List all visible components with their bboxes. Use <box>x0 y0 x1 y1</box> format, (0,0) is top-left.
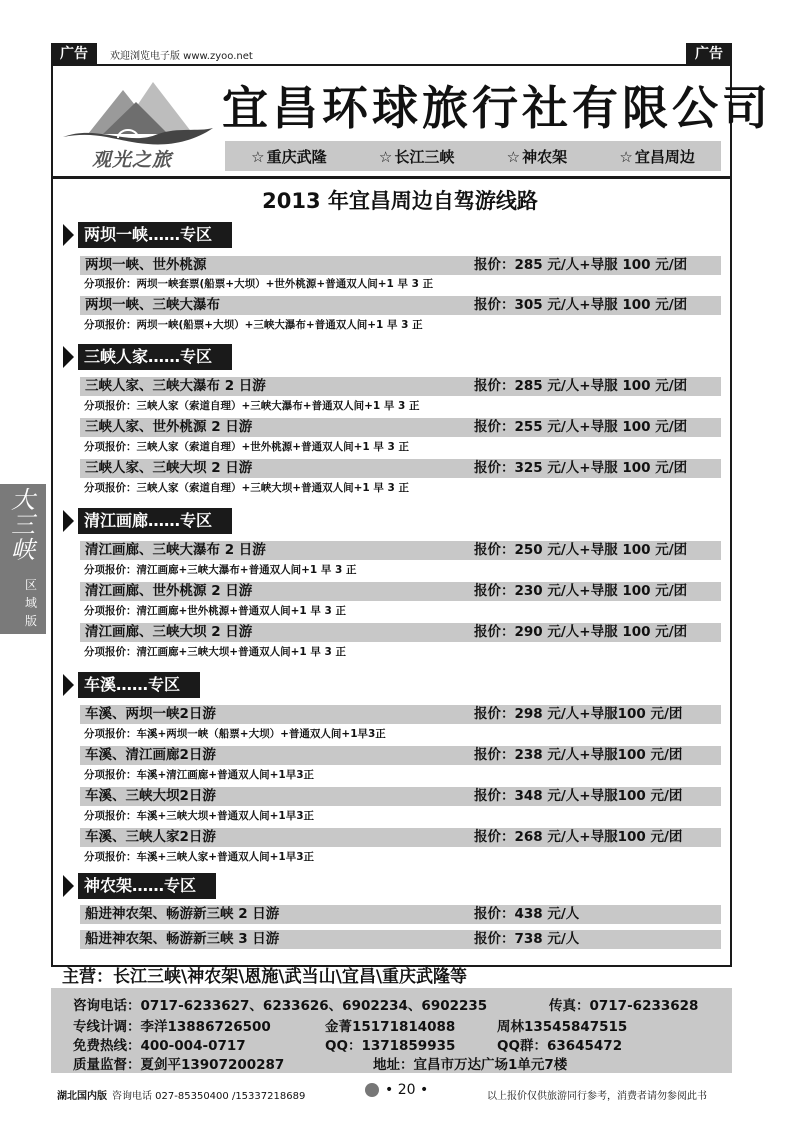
route-row: 清江画廊、三峡大坝 2 日游 报价：290 元/人+导服 100 元/团 <box>80 623 721 642</box>
ad-tag-left: 广告 <box>51 43 97 65</box>
route-detail: 分项报价：三峡人家（索道自理）+世外桃源+普通双人间+1 早 3 正 <box>84 441 409 453</box>
route-row: 船进神农架、畅游新三峡 2 日游 报价：438 元/人 <box>80 905 721 924</box>
zone-header: 三峡人家……专区 <box>63 344 232 370</box>
arrow-icon <box>63 674 74 696</box>
arrow-icon <box>63 875 74 897</box>
nav-item-shennongjia: ☆ 神农架 <box>506 147 568 166</box>
route-detail: 分项报价：两坝一峡(船票+大坝）+三峡大瀑布+普通双人间+1 早 3 正 <box>84 319 423 331</box>
nav-item-three-gorges: ☆ 长江三峡 <box>378 147 455 166</box>
page-title: 2013 年宜昌周边自驾游线路 <box>262 189 538 213</box>
route-detail: 分项报价：车溪+三峡人家+普通双人间+1早3正 <box>84 851 315 863</box>
star-icon: ☆ <box>251 147 265 166</box>
route-row: 两坝一峡、世外桃源 报价：285 元/人+导服 100 元/团 <box>80 256 721 275</box>
qq-group: QQ群：63645472 <box>497 1038 623 1054</box>
route-detail: 分项报价：两坝一峡套票(船票+大坝）+世外桃源+普通双人间+1 早 3 正 <box>84 278 434 290</box>
route-detail: 分项报价：三峡人家（索道自理）+三峡大瀑布+普通双人间+1 早 3 正 <box>84 400 420 412</box>
route-row: 清江画廊、三峡大瀑布 2 日游 报价：250 元/人+导服 100 元/团 <box>80 541 721 560</box>
arrow-icon <box>63 346 74 368</box>
star-icon: ☆ <box>378 147 393 166</box>
qq: QQ：1371859935 <box>325 1038 456 1054</box>
route-row: 车溪、两坝一峡2日游 报价：298 元/人+导服100 元/团 <box>80 705 721 724</box>
footer-disclaimer: 以上报价仅供旅游同行参考，消费者请勿参阅此书 <box>487 1091 707 1102</box>
route-detail: 分项报价：清江画廊+世外桃源+普通双人间+1 早 3 正 <box>84 605 346 617</box>
company-name: 宜昌环球旅行社有限公司 <box>222 81 772 135</box>
arrow-icon <box>63 224 74 246</box>
browse-text[interactable]: 欢迎浏览电子版 www.zyoo.net <box>110 51 253 62</box>
page-number: • 20 • <box>365 1082 428 1098</box>
edition-label: 湖北国内版 <box>57 1091 107 1102</box>
route-row: 三峡人家、三峡大瀑布 2 日游 报价：285 元/人+导服 100 元/团 <box>80 377 721 396</box>
divider <box>53 176 730 179</box>
consult-phone: 咨询电话：0717-6233627、6233626、6902234、6902235 <box>73 998 488 1014</box>
hotline: 免费热线：400-004-0717 <box>73 1038 246 1054</box>
route-row: 车溪、三峡人家2日游 报价：268 元/人+导服100 元/团 <box>80 828 721 847</box>
zone-header: 神农架……专区 <box>63 873 216 899</box>
address: 地址：宜昌市万达广场1单元7楼 <box>373 1057 568 1073</box>
line-planner: 专线计调：李洋13886726500 <box>73 1019 271 1035</box>
route-detail: 分项报价：清江画廊+三峡大瀑布+普通双人间+1 早 3 正 <box>84 564 357 576</box>
route-row: 车溪、清江画廊2日游 报价：238 元/人+导服100 元/团 <box>80 746 721 765</box>
main-business: 主营：长江三峡\神农架\恩施\武当山\宜昌\重庆武隆等 <box>62 967 468 987</box>
region-subtitle: 区域版 <box>25 578 38 628</box>
zone-header: 清江画廊……专区 <box>63 508 232 534</box>
footer-phone: 咨询电话 027-85350400 /15337218689 <box>112 1091 306 1102</box>
seal-icon <box>365 1083 379 1097</box>
route-detail: 分项报价：车溪+三峡大坝+普通双人间+1早3正 <box>84 810 315 822</box>
zone-header: 车溪……专区 <box>63 672 200 698</box>
nav-item-yichang: ☆ 宜昌周边 <box>619 147 695 166</box>
star-icon: ☆ <box>506 147 521 166</box>
route-detail: 分项报价：车溪+清江画廊+普通双人间+1早3正 <box>84 769 315 781</box>
quality-supervision: 质量监督：夏剑平13907200287 <box>73 1057 285 1073</box>
route-detail: 分项报价：三峡人家（索道自理）+三峡大坝+普通双人间+1 早 3 正 <box>84 482 409 494</box>
star-icon: ☆ <box>619 147 633 166</box>
route-row: 两坝一峡、三峡大瀑布 报价：305 元/人+导服 100 元/团 <box>80 296 721 315</box>
region-side-tab <box>0 484 46 634</box>
ad-tag-right: 广告 <box>686 43 732 65</box>
route-detail: 分项报价：车溪+两坝一峡（船票+大坝）+普通双人间+1早3正 <box>84 728 386 740</box>
line-planner-3: 周林13545847515 <box>497 1019 628 1035</box>
zone-header: 两坝一峡……专区 <box>63 222 232 248</box>
route-detail: 分项报价：清江画廊+三峡大坝+普通双人间+1 早 3 正 <box>84 646 346 658</box>
arrow-icon <box>63 510 74 532</box>
route-row: 三峡人家、世外桃源 2 日游 报价：255 元/人+导服 100 元/团 <box>80 418 721 437</box>
nav-item-chongqing: ☆ 重庆武隆 <box>251 147 327 166</box>
contact-panel <box>51 988 732 1073</box>
route-row: 三峡人家、三峡大坝 2 日游 报价：325 元/人+导服 100 元/团 <box>80 459 721 478</box>
fax: 传真：0717-6233628 <box>549 998 699 1014</box>
route-row: 船进神农架、畅游新三峡 3 日游 报价：738 元/人 <box>80 930 721 949</box>
logo-subtitle: 观光之旅 <box>92 149 173 171</box>
destination-nav <box>225 141 721 171</box>
route-row: 清江画廊、世外桃源 2 日游 报价：230 元/人+导服 100 元/团 <box>80 582 721 601</box>
route-row: 车溪、三峡大坝2日游 报价：348 元/人+导服100 元/团 <box>80 787 721 806</box>
region-title: 大三峡 <box>11 486 35 564</box>
line-planner-2: 金菁15171814088 <box>325 1019 456 1035</box>
